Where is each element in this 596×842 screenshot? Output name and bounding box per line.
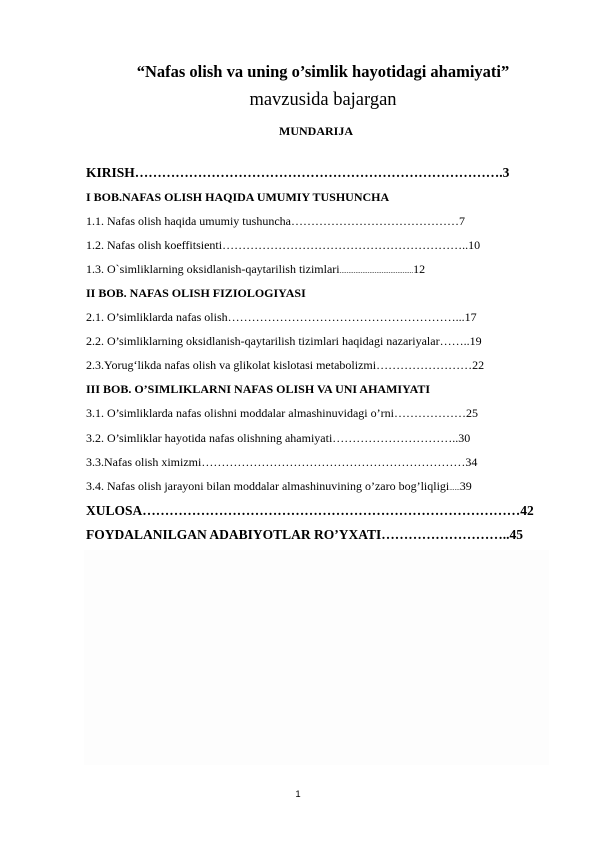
- toc-entry: 3.3.Nafas olish ximizmi…………………………………………………………34: [86, 455, 478, 469]
- toc-entry-kirish: KIRISH……………………………………………………………………….3: [86, 165, 510, 180]
- toc-dot-leader: ......: [449, 484, 460, 492]
- toc-entry-xulosa: XULOSA…………………………………………………………………………42: [86, 503, 534, 518]
- toc-entry-references: FOYDALANILGAN ADABIYOTLAR RO’YXATI………………………..45: [86, 527, 524, 542]
- toc-entry: 3.2. O’simliklar hayotida nafas olishning ahamiyati…………………………..30: [86, 431, 471, 445]
- faint-watermark-area: [84, 550, 549, 765]
- document-subtitle: mavzusida bajargan: [249, 90, 397, 110]
- toc-page-number: 12: [413, 262, 426, 276]
- page-number: 1: [295, 789, 301, 800]
- toc-entry: 2.2. O’simliklarning oksidlanish-qaytarilish tizimlari haqidagi nazariyalar……..19: [86, 334, 482, 348]
- toc-chapter-1: I BOB.NAFAS OLISH HAQIDA UMUMIY TUSHUNCHA: [86, 190, 390, 204]
- toc-entry: 1.2. Nafas olish koeffitsienti……………………………………………………..10: [86, 238, 481, 252]
- toc-entry: 2.1. O’simliklarda nafas olish…………………………………………………...17: [86, 310, 477, 324]
- toc-entry: 2.3.Yorug‘likda nafas olish va glikolat kislotasi metabolizmi……………………22: [86, 358, 485, 372]
- toc-entry-text: 1.3. O`simliklarning oksidlanish-qaytarilish tizimlari: [86, 262, 340, 276]
- toc-chapter-2: II BOB. NAFAS OLISH FIZIOLOGIYASI: [86, 286, 306, 300]
- toc-heading: MUNDARIJA: [279, 124, 353, 138]
- toc-entry: [86, 479, 472, 494]
- toc-entry: 3.1. O’simliklarda nafas olishni moddalar almashinuvidagi o’rni………………25: [86, 406, 478, 420]
- toc-page-number: 39: [459, 479, 472, 493]
- toc-entry: [86, 262, 425, 277]
- toc-chapter-3: III BOB. O’SIMLIKLARNI NAFAS OLISH VA UNI AHAMIYATI: [86, 382, 431, 396]
- document-title: “Nafas olish va uning o’simlik hayotidagi ahamiyati”: [136, 62, 510, 81]
- toc-dot-leader: ..........................................: [339, 267, 414, 275]
- toc-entry: 1.1. Nafas olish haqida umumiy tushuncha……………………………………7: [86, 214, 465, 228]
- toc-entry-text: 3.4. Nafas olish jarayoni bilan moddalar almashinuvining o’zaro bog’liqligi: [86, 479, 450, 493]
